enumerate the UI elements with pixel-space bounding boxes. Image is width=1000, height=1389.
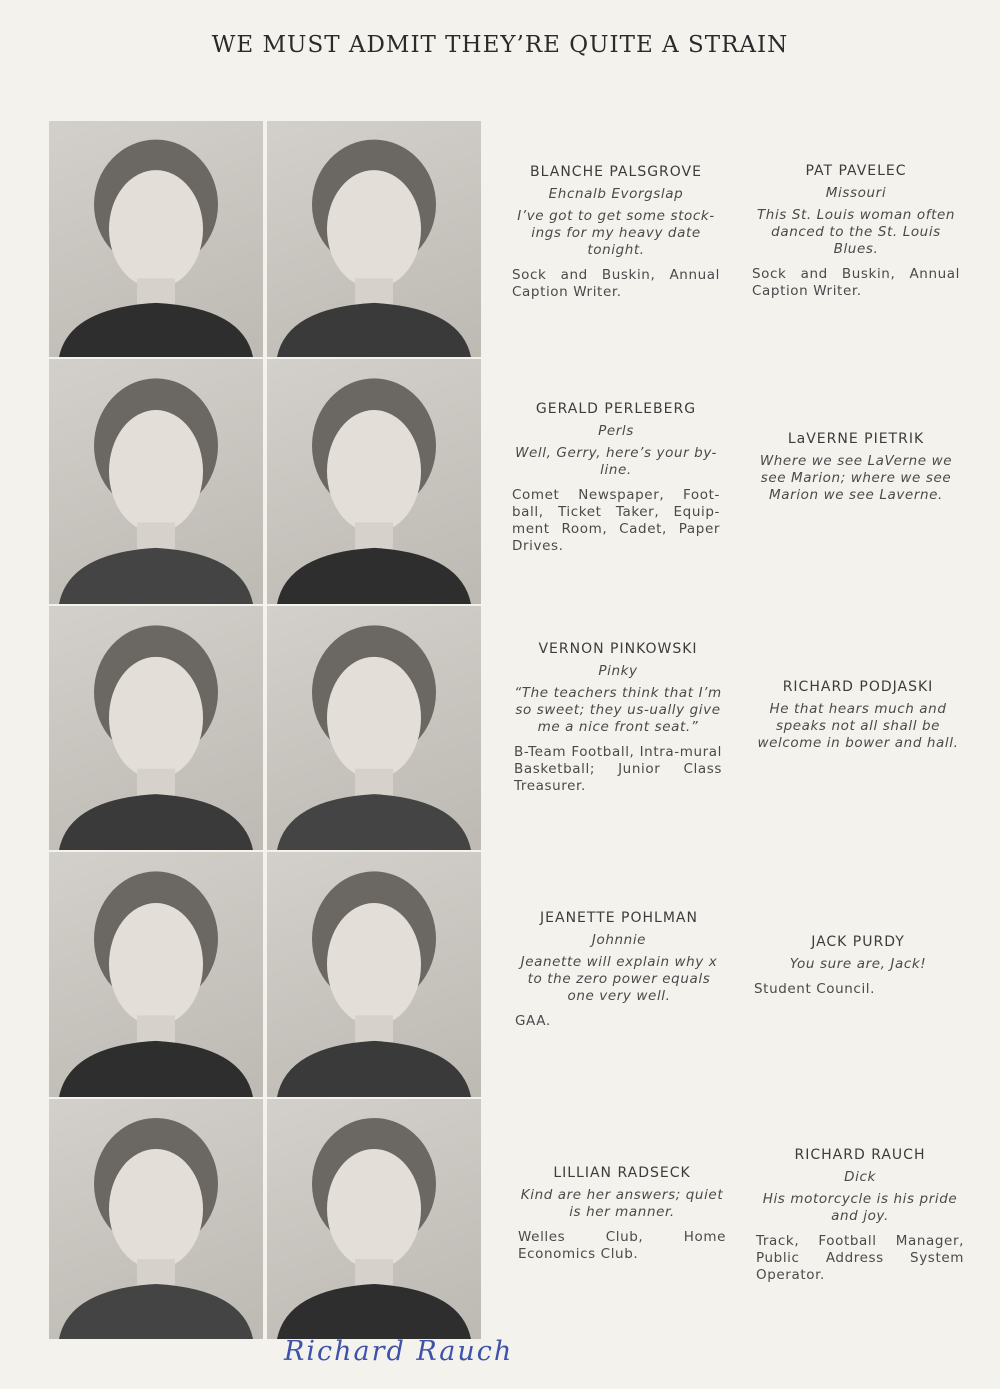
student-activities: GAA.	[515, 1013, 551, 1029]
student-entry	[518, 1165, 726, 1263]
portrait-photo	[267, 606, 481, 850]
student-activities: Student Council.	[754, 981, 876, 997]
portrait-silhouette	[49, 359, 263, 604]
face-shape	[327, 170, 421, 288]
student-quote: Where we see LaVerne we see Marion; where we see Marion we see Laverne.	[759, 453, 953, 503]
portrait-silhouette	[267, 606, 481, 850]
portrait-photo	[49, 606, 263, 850]
portrait-photo	[267, 852, 481, 1097]
portrait-silhouette	[267, 852, 481, 1097]
face-shape	[109, 170, 203, 288]
student-activities: Sock and Buskin, Annual Caption Writer.	[512, 267, 720, 300]
portrait-photo	[267, 1099, 481, 1339]
portrait-silhouette	[267, 121, 481, 357]
face-shape	[109, 1149, 203, 1269]
student-quote: Kind are her answers; quiet is her manner.	[520, 1187, 724, 1220]
student-name: RICHARD PODJASKI	[782, 679, 934, 695]
student-nickname: Pinky	[598, 663, 638, 679]
portrait-photo	[267, 121, 481, 357]
face-shape	[327, 903, 421, 1025]
shoulders-shape	[277, 548, 471, 604]
student-activities: Comet Newspaper, Foot-ball, Ticket Taker, Equip-ment Room, Cadet, Paper Drives.	[512, 487, 720, 554]
student-quote: “The teachers think that I’m so sweet; they us-ually give me a nice front seat.”	[514, 685, 722, 735]
student-entry	[754, 679, 962, 752]
shoulders-shape	[59, 303, 253, 357]
shoulders-shape	[59, 1284, 253, 1339]
student-entry	[752, 431, 960, 504]
student-activities: Track, Football Manager, Public Address System Operator.	[756, 1233, 964, 1283]
portrait-silhouette	[49, 606, 263, 850]
portrait-silhouette	[267, 1099, 481, 1339]
student-entry	[512, 401, 720, 555]
portrait-grid	[49, 121, 481, 1339]
student-name: RICHARD RAUCH	[794, 1147, 926, 1163]
shoulders-shape	[59, 1041, 253, 1097]
student-quote: You sure are, Jack!	[789, 956, 927, 972]
student-activities: B-Team Football, Intra-mural Basketball; Junior Class Treasurer.	[514, 744, 722, 794]
student-activities: Welles Club, Home Economics Club.	[518, 1229, 726, 1262]
student-quote: His motorcycle is his pride and joy.	[762, 1191, 958, 1224]
portrait-photo	[49, 121, 263, 357]
student-activities: Sock and Buskin, Annual Caption Writer.	[752, 266, 960, 299]
student-nickname: Johnnie	[591, 932, 647, 948]
student-entry	[756, 1147, 964, 1284]
student-quote: I’ve got to get some stock-ings for my heavy date tonight.	[517, 208, 715, 258]
shoulders-shape	[277, 794, 471, 850]
face-shape	[327, 410, 421, 533]
face-shape	[109, 657, 203, 779]
shoulders-shape	[277, 1284, 471, 1339]
face-shape	[327, 1149, 421, 1269]
student-entry	[514, 641, 722, 795]
student-nickname: Dick	[844, 1169, 876, 1185]
student-name: BLANCHE PALSGROVE	[530, 164, 702, 180]
student-nickname: Missouri	[825, 185, 887, 201]
face-shape	[327, 657, 421, 779]
student-nickname: Perls	[598, 423, 634, 439]
student-name: JACK PURDY	[811, 934, 905, 950]
student-nickname: Ehcnalb Evorgslap	[548, 186, 684, 202]
portrait-silhouette	[49, 852, 263, 1097]
portrait-silhouette	[49, 1099, 263, 1339]
face-shape	[109, 410, 203, 533]
shoulders-shape	[277, 303, 471, 357]
student-entry	[515, 910, 723, 1030]
student-name: LaVERNE PIETRIK	[787, 431, 925, 447]
face-shape	[109, 903, 203, 1025]
student-name: PAT PAVELEC	[805, 163, 907, 179]
shoulders-shape	[59, 548, 253, 604]
shoulders-shape	[59, 794, 253, 850]
student-quote: This St. Louis woman often danced to the St. Louis Blues.	[756, 207, 956, 257]
portrait-silhouette	[267, 359, 481, 604]
student-name: LILLIAN RADSECK	[553, 1165, 691, 1181]
portrait-photo	[267, 359, 481, 604]
portrait-silhouette	[49, 121, 263, 357]
portrait-photo	[49, 852, 263, 1097]
page-title: WE MUST ADMIT THEY’RE QUITE A STRAIN	[211, 32, 789, 58]
shoulders-shape	[277, 1041, 471, 1097]
student-name: JEANETTE POHLMAN	[540, 910, 698, 926]
handwritten-signature: Richard Rauch	[284, 1336, 514, 1367]
portrait-photo	[49, 1099, 263, 1339]
portrait-photo	[49, 359, 263, 604]
student-name: VERNON PINKOWSKI	[538, 641, 698, 657]
student-name: GERALD PERLEBERG	[535, 401, 697, 417]
student-quote: Well, Gerry, here’s your by-line.	[515, 445, 717, 478]
student-entry	[512, 164, 720, 301]
student-quote: He that hears much and speaks not all shall be welcome in bower and hall.	[757, 701, 959, 751]
student-entry	[752, 163, 960, 300]
student-quote: Jeanette will explain why x to the zero power equals one very well.	[520, 954, 718, 1004]
student-entry	[754, 934, 962, 998]
